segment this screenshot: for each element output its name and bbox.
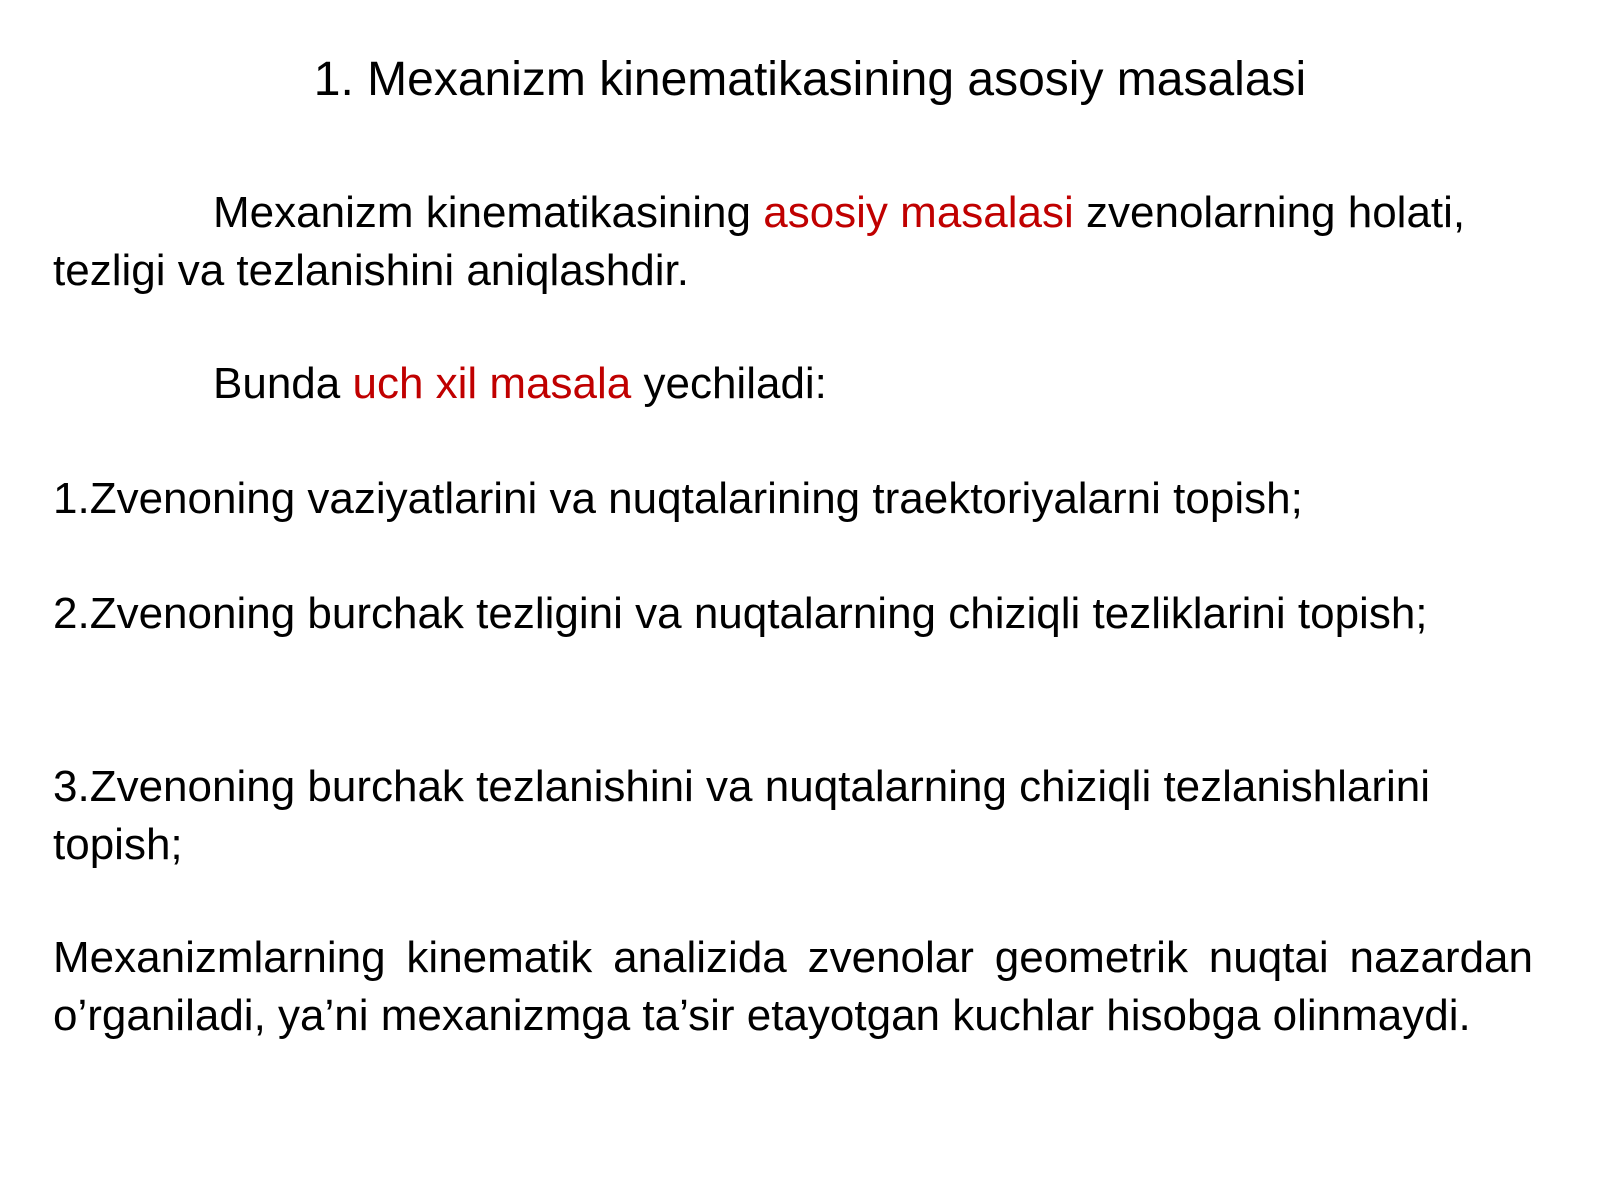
lead-paragraph (53, 355, 1533, 413)
list-item-2: 2.Zvenoning burchak tezligini va nuqtalarning chiziqli tezliklarini topish; (53, 589, 1428, 638)
intro-highlight: asosiy masalasi (763, 188, 1074, 237)
slide-title: 1. Mexanizm kinematikasining asosiy masalasi (313, 53, 1307, 106)
conclusion-paragraph: Mexanizmlarning kinematik analizida zvenolar geometrik nuqtai nazardan o’rganiladi, ya’ni mexanizmga ta’sir etayotgan kuchlar hisobga olinmaydi. (53, 933, 1533, 1040)
intro-paragraph (53, 184, 1533, 300)
lead-text-before: Bunda (213, 359, 353, 408)
intro-text-before: Mexanizm kinematikasining (213, 188, 764, 237)
list-item-1: 1.Zvenoning vaziyatlarini va nuqtalarining traektoriyalarni topish; (53, 474, 1303, 523)
lead-text-after: yechiladi: (631, 359, 827, 408)
intro-text-after: zvenolarning holati, tezligi va tezlanishini aniqlashdir. (53, 188, 1466, 295)
list-item-3: 3.Zvenoning burchak tezlanishini va nuqtalarning chiziqli tezlanishlarini topish; (53, 762, 1431, 869)
lead-highlight: uch xil masala (352, 359, 632, 408)
